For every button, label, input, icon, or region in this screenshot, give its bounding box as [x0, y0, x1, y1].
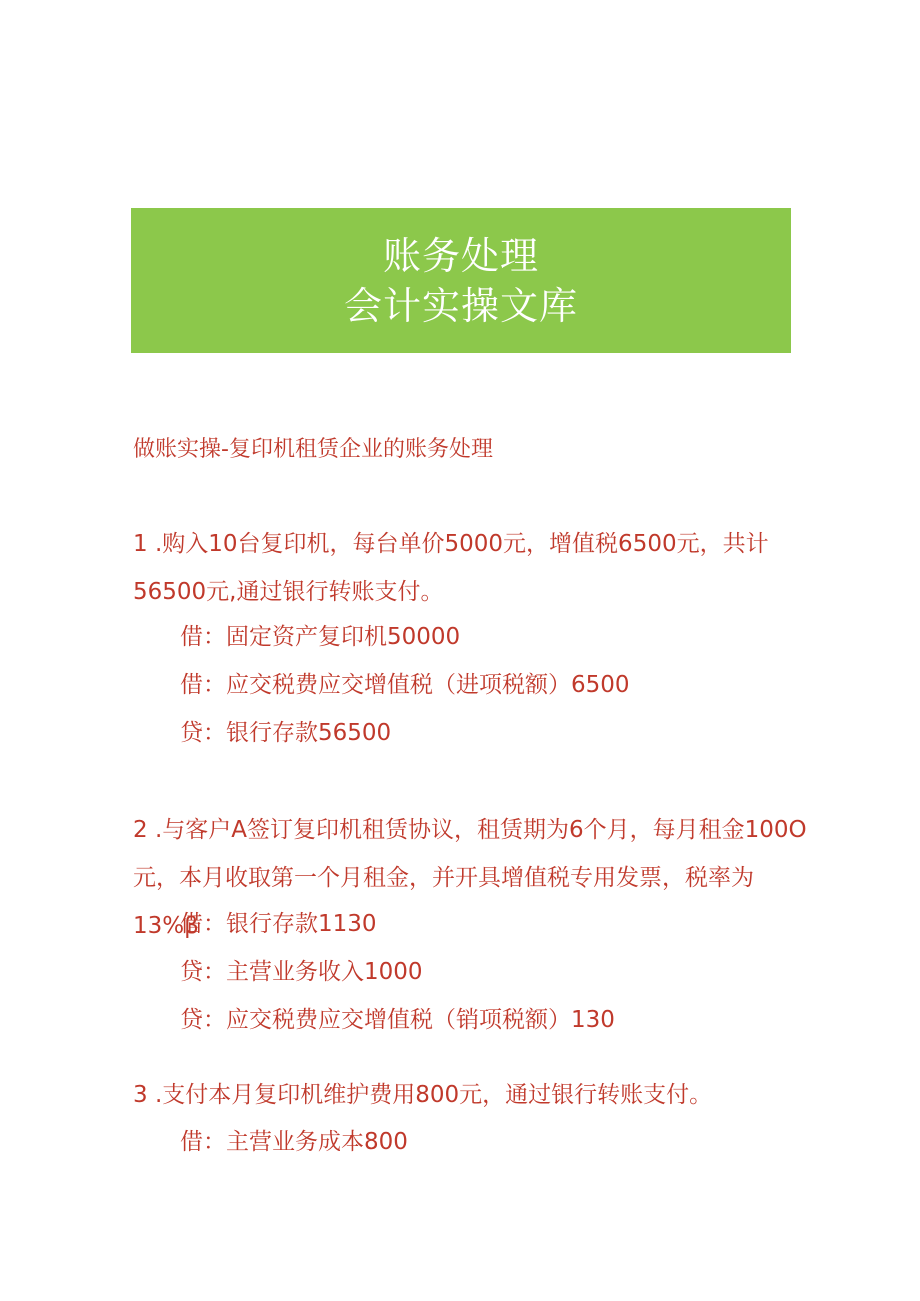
- item-1-entry-2: 借：应交税费应交增值税（进项税额）6500: [180, 672, 630, 698]
- item-1-entry-1: 借：固定资产复印机50000: [180, 624, 461, 650]
- item-3-text: 3 .支付本月复印机维护费用800元，通过银行转账支付。: [133, 1082, 713, 1108]
- item-1-text: 1 .购入10台复印机，每台单价5000元，增值税6500元，共计56500元,通过银行转账支付。: [133, 531, 769, 605]
- banner-subtitle: 会计实操文库: [343, 283, 578, 328]
- document-title: 做账实操-复印机租赁企业的账务处理: [133, 437, 493, 462]
- item-2-entry-2: 贷：主营业务收入1000: [180, 959, 423, 985]
- item-2-entry-1: 借：银行存款1130: [180, 911, 377, 937]
- banner-title: 账务处理: [382, 233, 539, 278]
- item-2-text: 2 .与客户A签订复印机租赁协议，租赁期为6个月，每月租金100O元，本月收取第一个月租金，并开具增值税专用发票，税率为13%β: [133, 817, 807, 939]
- item-1-entry-3: 贷：银行存款56500: [180, 720, 392, 746]
- item-2-entry-3: 贷：应交税费应交增值税（销项税额）130: [180, 1007, 615, 1033]
- title-banner: [131, 208, 791, 353]
- item-3-entry-1: 借：主营业务成本800: [180, 1129, 408, 1155]
